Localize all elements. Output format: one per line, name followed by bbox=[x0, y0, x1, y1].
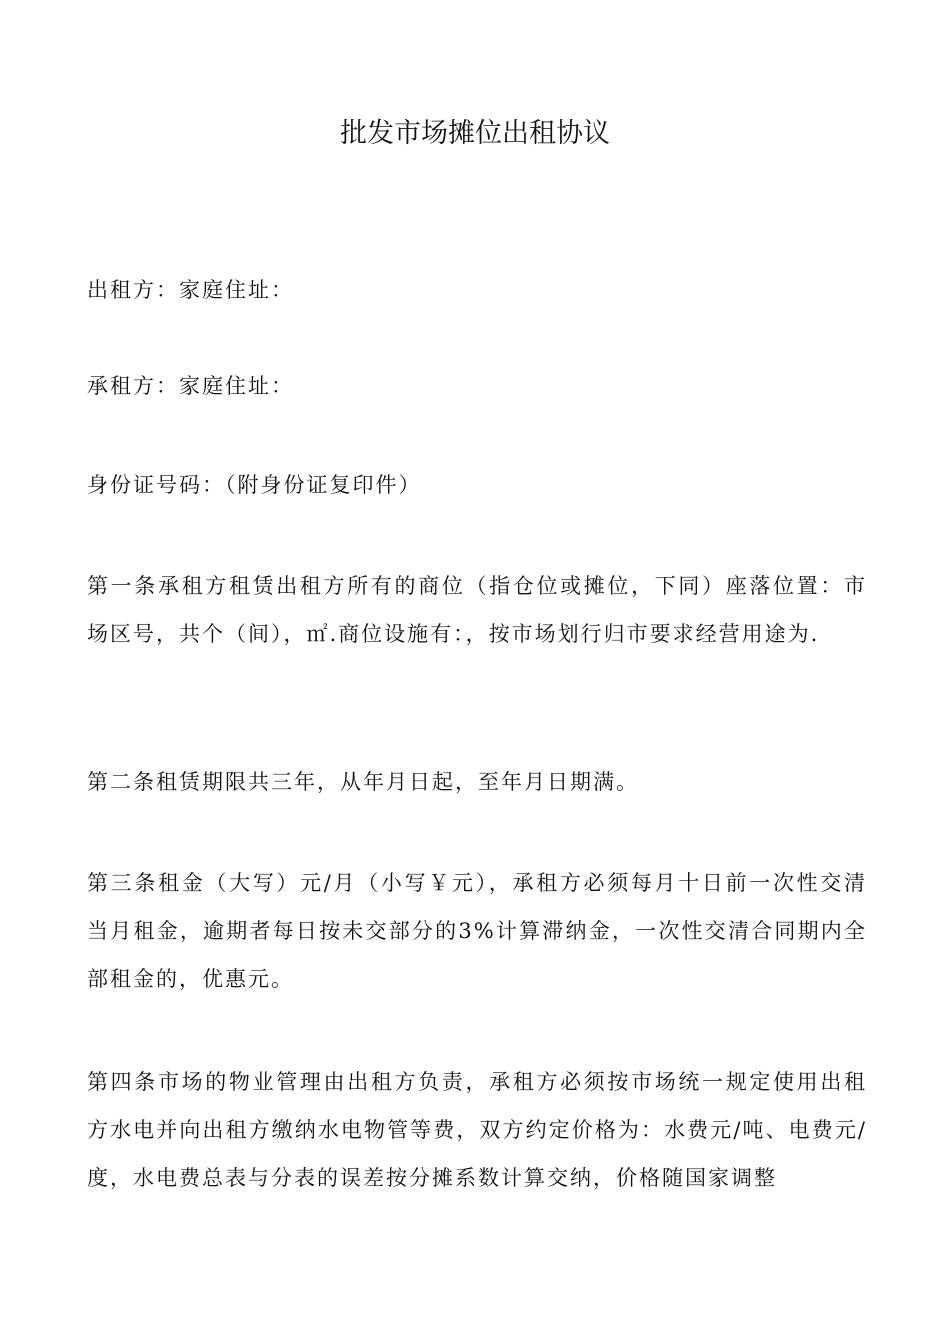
id-number-line: 身份证号码：（附身份证复印件） bbox=[87, 473, 422, 497]
article-1: 第一条承租方租赁出租方所有的商位（指仓位或摊位，下同）座落位置：市场区号，共个（间），㎡.商位设施有：，按市场划行归市要求经营用途为. bbox=[87, 574, 867, 646]
lessee-line: 承租方：家庭住址： bbox=[87, 374, 294, 398]
article-3: 第三条租金（大写）元/月（小写￥元），承租方必须每月十日前一次性交清当月租金，逾期者每日按未交部分的3%计算滞纳金，一次性交清合同期内全部租金的，优惠元。 bbox=[87, 871, 867, 991]
article-2: 第二条租赁期限共三年，从年月日起，至年月日期满。 bbox=[87, 770, 639, 794]
article-4: 第四条市场的物业管理由出租方负责，承租方必须按市场统一规定使用出租方水电并向出租方缴纳水电物管等费，双方约定价格为：水费元/吨、电费元/度，水电费总表与分表的误差按分摊系数计算交纳，价格随国家调整 bbox=[87, 1070, 867, 1190]
lessor-line: 出租方：家庭住址： bbox=[87, 278, 294, 302]
document-title: 批发市场摊位出租协议 bbox=[340, 118, 610, 149]
